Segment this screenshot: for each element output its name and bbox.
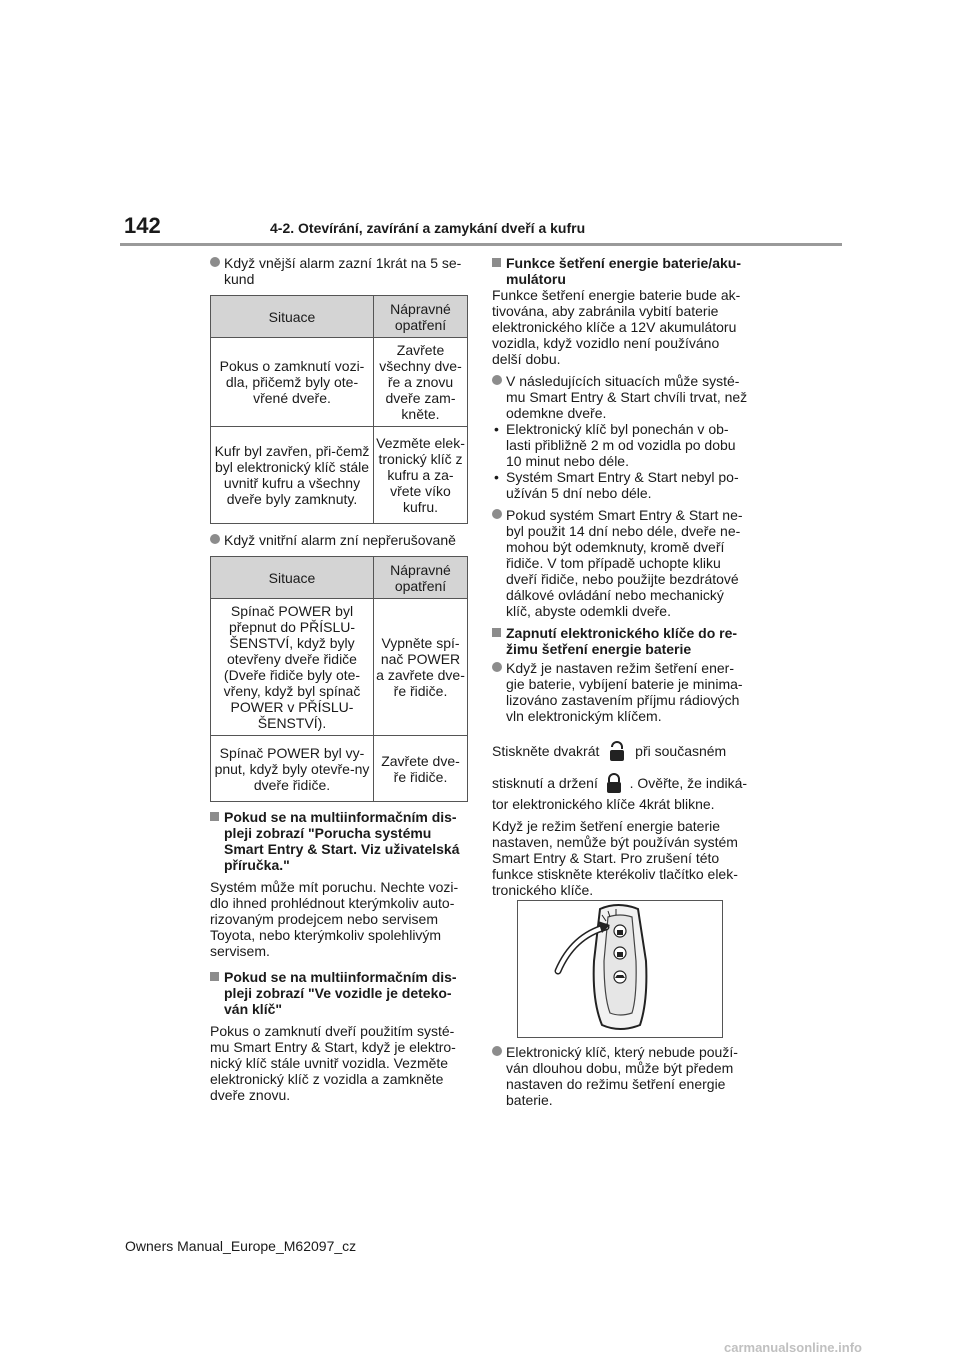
unlock-icon: [609, 740, 625, 765]
inner-alarm-table: [210, 556, 468, 802]
table-cell: Zavřete všechny dve-ře a znovu dveře zam-kněte.: [374, 338, 468, 427]
table-cell: Vypněte spí-nač POWER a zavřete dve-ře řidiče.: [374, 599, 468, 736]
sub-item-text: Elektronický klíč byl ponechán v ob-lasti přibližně 2 m od vozidla po dobu 10 minut nebo déle.: [506, 421, 736, 469]
paragraph-malfunction: Systém může mít poruchu. Nechte vozi-dlo ihned prohlédnout kterýmkoliv auto-rizovaným prodejcem nebo servisem Toyota, nebo kterýmkoliv spolehlivým servisem.: [210, 879, 459, 959]
bullet-dot: [210, 534, 220, 544]
heading-key-detected: Pokud se na multiinformačním dis-pleji zobrazí "Ve vozidle je deteko-ván klíč": [224, 969, 457, 1017]
bullet-dot: [492, 662, 502, 672]
bullet-dot: [492, 509, 502, 519]
heading-marker: [492, 258, 501, 267]
heading-enable-saving: Zapnutí elektronického klíče do re-žimu šetření energie baterie: [506, 625, 738, 657]
left-bullet-outer-alarm: [210, 255, 466, 287]
table-cell: Zavřete dve-ře řidiče.: [374, 736, 468, 802]
press-text: Stiskněte dvakrát: [492, 743, 600, 760]
watermark: carmanualsonline.info: [724, 1340, 862, 1355]
press-text: tor elektronického klíče 4krát blikne.: [492, 796, 715, 812]
left-lower-text: [210, 809, 466, 1103]
bullet-dot: [492, 1046, 502, 1056]
table-cell: Spínač POWER byl přepnut do PŘÍSLU-ŠENSTVÍ, když byly otevřeny dveře řidiče (Dveře řidiče byly ote-vřeny, když byl spínač POWER v PŘÍSLU-ŠENSTVÍ).: [211, 599, 374, 736]
table-cell: Vezměte elek-tronický klíč z kufru a za-vřete víko kufru.: [374, 427, 468, 524]
right-bottom-text: [492, 1044, 754, 1108]
paragraph-battery-saving: Funkce šetření energie baterie bude ak-tivována, aby zabránila vybití baterie elektronického klíče a 12V akumulátoru vozidla, když vozidlo není používáno delší dobu.: [492, 287, 741, 367]
bullet-text: Když je nastaven režim šetření ener-gie baterie, vybíjení baterie je minima-lizováno zastavením příjmu rádiových vln elektronickým klíčem.: [506, 660, 743, 724]
heading-battery-saving: Funkce šetření energie baterie/aku-mulátoru: [506, 255, 741, 287]
sub-item-text: Systém Smart Entry & Start nebyl po-užíván 5 dní nebo déle.: [506, 469, 739, 501]
bullet-text: Když vnější alarm zazní 1krát na 5 se-kund: [224, 255, 462, 287]
heading-marker: [492, 628, 501, 637]
bullet-dot: [492, 375, 502, 385]
press-text: . Ověřte, že indiká-: [629, 775, 748, 792]
lock-icon: [606, 772, 622, 797]
press-instruction-line1: [492, 740, 762, 765]
press-instruction-line2: [492, 772, 762, 797]
table-cell: Pokus o zamknutí vozi-dla, přičemž byly ote-vřené dveře.: [211, 338, 374, 427]
bullet-text: Když vnitřní alarm zní nepřerušovaně: [224, 532, 456, 548]
bullet-text: Elektronický klíč, který nebude použí-ván dlouhou dobu, může být předem nastaven do režimu šetření energie baterie.: [506, 1044, 738, 1108]
footer-text: Owners Manual_Europe_M62097_cz: [125, 1238, 357, 1254]
table-header-remedy: Nápravné opatření: [374, 557, 468, 599]
table-header-remedy: Nápravné opatření: [374, 296, 468, 338]
section-title: 4-2. Otevírání, zavírání a zamykání dveří a kufru: [270, 220, 586, 236]
left-bullet-inner-alarm: [210, 532, 466, 548]
header-rule: [120, 243, 842, 246]
bullet-text: Pokud systém Smart Entry & Start ne-byl použit 14 dní nebo déle, dveře ne-mohou být odemknuty, kromě dveří řidiče. V tom případě uchopte kliku dveří řidiče, nebo použijte bezdrátové dálkové ovládání nebo mechanický klíč, abyste odemkli dveře.: [506, 507, 743, 619]
electronic-key-illustration: [517, 900, 723, 1038]
table-cell: Spínač POWER byl vy-pnut, když byly otevře-ny dveře řidiče.: [211, 736, 374, 802]
table-cell: Kufr byl zavřen, při-čemž byl elektronický klíč stále uvnitř kufru a všechny dveře byly zamknuty.: [211, 427, 374, 524]
right-upper-text: Funkce šetření energie baterie/aku-mulátoru Funkce šetření energie baterie bude ak-tivována, aby zabránila vybití baterie elektronického klíče a 12V akumulátoru vozidla, když vozidlo není používáno delší dobu. V následujících situacích může systé-mu Smart Entry & Start chvíli trvat, než odemkne dveře. • Elektronický klíč byl ponechán v ob-lasti přibližně 2 m od vozidla po dobu 10 minut nebo déle. • Systém Smart Entry & Start nebyl po-užíván 5 dní nebo déle. Pokud systém Smart Entry & Start ne-byl použit 14 dní nebo déle, dveře ne-mohou být odemknuty, kromě dveří řidiče. V tom případě uchopte kliku dveří řidiče, nebo použijte bezdrátové dálkové ovládání nebo mechanický klíč, abyste odemkli dveře. Zapnutí elektronického klíče do re-žimu šetření energie baterie Když je nastaven režim šetření ener-gie baterie, vybíjení baterie je minima-lizováno zastavením příjmu rádiových vln elektronickým klíčem.: [492, 255, 750, 724]
heading-marker: [210, 972, 219, 981]
bullet-text: V následujících situacích může systé-mu Smart Entry & Start chvíli trvat, než odemkne dveře.: [506, 373, 748, 421]
paragraph-key-detected: Pokus o zamknutí dveří použitím systé-mu Smart Entry & Start, když je elektro-nický klíč stále uvnitř vozidla. Vezměte elektronický klíč z vozidla a zamkněte dveře znovu.: [210, 1023, 456, 1103]
press-text: stisknutí a držení: [492, 775, 598, 792]
page-number: 142: [124, 213, 161, 238]
table-header-situation: Situace: [211, 557, 374, 599]
paragraph-cancel-saving: Když je režim šetření energie baterie nastaven, nemůže být používán systém Smart Entry & Start. Pro zrušení této funkce stiskněte kterékoliv tlačítko elek-tronického klíče.: [492, 818, 738, 898]
heading-malfunction: Pokud se na multiinformačním dis-pleji zobrazí "Porucha systému Smart Entry & Start. Viz uživatelská příručka.": [224, 809, 460, 873]
right-middle-text: [492, 796, 754, 898]
bullet-dot: [210, 257, 220, 267]
heading-marker: [210, 812, 219, 821]
press-text: při současném: [635, 743, 727, 760]
table-header-situation: Situace: [211, 296, 374, 338]
outer-alarm-table: [210, 295, 468, 524]
